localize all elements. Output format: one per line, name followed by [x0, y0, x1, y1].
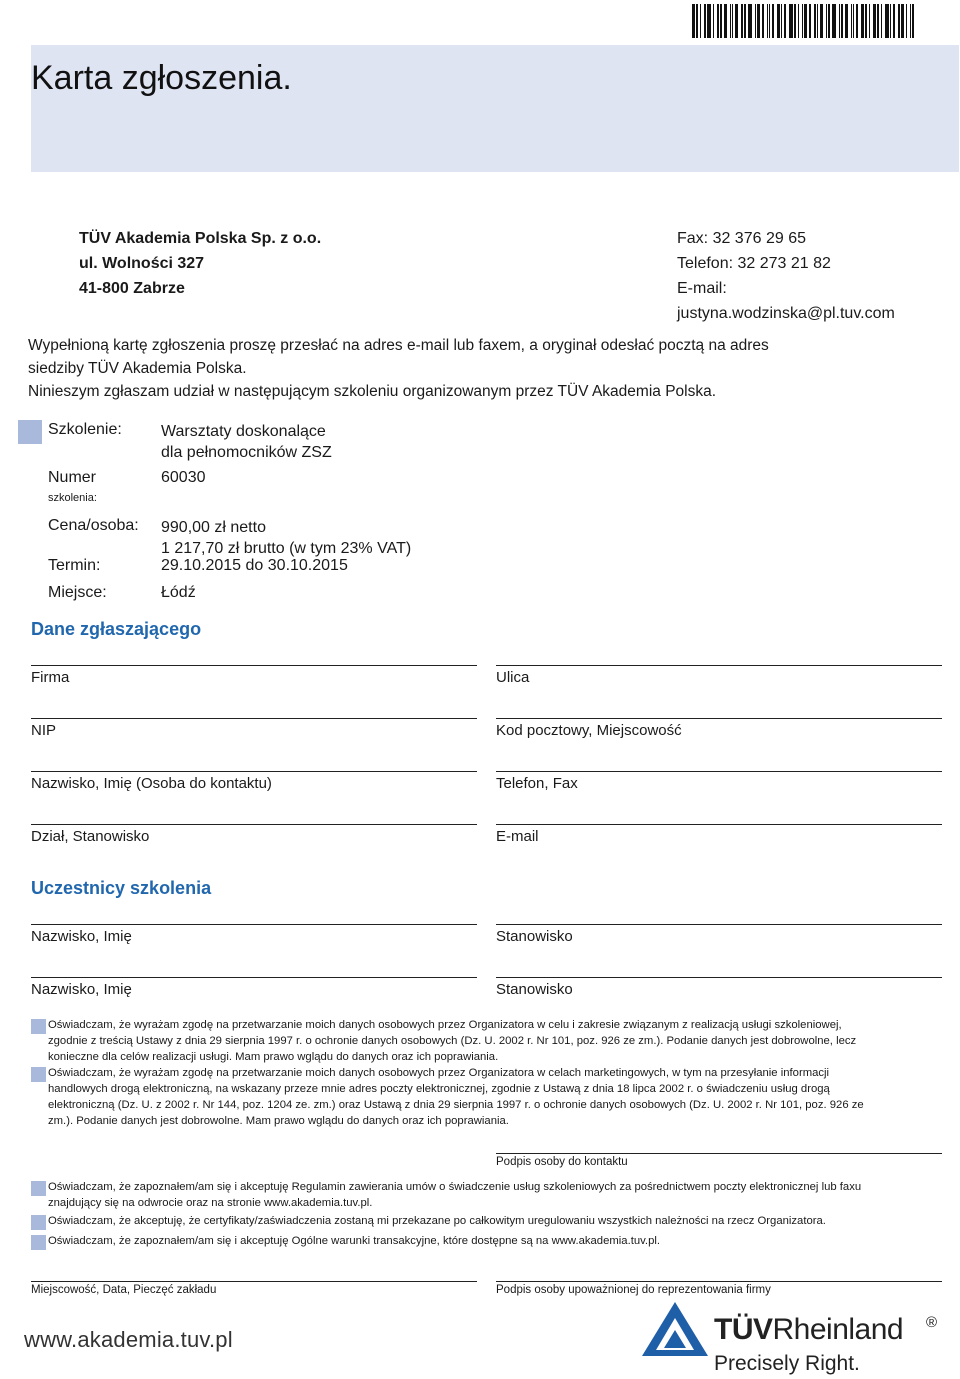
barcode-bar — [832, 4, 836, 38]
barcode-bar — [828, 4, 830, 38]
price-gross: 1 217,70 zł brutto (w tym 23% VAT) — [161, 540, 412, 557]
intro-line-3: Ninieszym zgłaszam udział w następującym szkoleniu organizowanym przez TÜV Akademia Polska. — [28, 383, 717, 400]
barcode-bar — [767, 4, 768, 38]
footer-url[interactable]: www.akademia.tuv.pl — [24, 1327, 233, 1352]
participant-2-name[interactable]: Nazwisko, Imię — [31, 977, 477, 998]
training-name — [161, 421, 332, 463]
participant-1-position[interactable]: Stanowisko — [496, 924, 942, 945]
company-street: ul. Wolności 327 — [79, 255, 205, 272]
field-ulica[interactable]: Ulica — [496, 665, 942, 686]
barcode-bar — [804, 4, 807, 38]
barcode-bar — [730, 4, 731, 38]
barcode-bar — [789, 4, 793, 38]
brand-rest: Rheinland — [772, 1313, 904, 1346]
barcode-bar — [741, 4, 743, 38]
barcode-bar — [735, 4, 738, 38]
barcode-bar — [757, 4, 760, 38]
barcode-bar — [839, 4, 840, 38]
barcode-bar — [910, 4, 911, 38]
barcode-bar — [707, 4, 711, 38]
consent-5-checkbox[interactable] — [31, 1235, 46, 1250]
place-value: Łódź — [161, 584, 196, 601]
company-name: TÜV Akademia Polska Sp. z o.o. — [79, 230, 322, 247]
consent-3-text: Oświadczam, że zapoznałem/am się i akceptuję Regulamin zawierania umów o świadczenie usług szkoleniowych za pośrednictwem poczty elektronicznej lub faxu znajdujący się na odwrocie oraz na stronie www.akademia.tuv.pl. — [48, 1181, 862, 1209]
barcode-bar — [769, 4, 770, 38]
place-label: Miejsce: — [48, 584, 107, 601]
email-label: E-mail: — [677, 280, 727, 297]
intro-line-2: siedziby TÜV Akademia Polska. — [28, 360, 247, 377]
barcode-bar — [732, 4, 733, 38]
barcode-bar — [912, 4, 914, 38]
intro-text — [28, 334, 928, 403]
participant-1-name[interactable]: Nazwisko, Imię — [31, 924, 477, 945]
barcode-bar — [744, 4, 746, 38]
training-name-line-2: dla pełnomocników ZSZ — [161, 444, 332, 461]
barcode-bar — [755, 4, 756, 38]
barcode-bar — [794, 4, 796, 38]
barcode-bar — [772, 4, 774, 38]
barcode-bar — [748, 4, 752, 38]
barcode-bar — [853, 4, 854, 38]
field-dzial-stanowisko[interactable]: Dział, Stanowisko — [31, 824, 477, 845]
field-email[interactable]: E-mail — [496, 824, 942, 845]
training-number-label: Numer — [48, 469, 97, 486]
barcode-bar — [784, 4, 786, 38]
page-title: Karta zgłoszenia. — [31, 59, 292, 97]
barcode-bar — [781, 4, 782, 38]
barcode-bar — [845, 4, 848, 38]
training-label: Szkolenie: — [48, 421, 122, 438]
intro-line-1: Wypełnioną kartę zgłoszenia proszę przesłać na adres e-mail lub faxem, a oryginał odesłać pocztą na adres — [28, 337, 769, 354]
title-band — [31, 45, 959, 172]
signature-place-date[interactable]: Miejscowość, Data, Pieczęć zakładu — [31, 1281, 477, 1296]
applicant-heading: Dane zgłaszającego — [31, 619, 202, 639]
email-address[interactable]: justyna.wodzinska@pl.tuv.com — [677, 305, 895, 322]
consent-2-checkbox[interactable] — [31, 1067, 46, 1082]
training-marker — [18, 420, 42, 444]
brand-bold: TÜV — [714, 1313, 773, 1346]
training-name-line-1: Warsztaty doskonalące — [161, 423, 326, 440]
company-address — [79, 226, 321, 301]
phone: Telefon: 32 273 21 82 — [677, 255, 831, 272]
barcode-bar — [826, 4, 827, 38]
barcode-bar — [802, 4, 803, 38]
consent-1-text: Oświadczam, że wyrażam zgodę na przetwarzanie moich danych osobowych przez Organizatora w celu i zakresie związanym z realizacją usługi szkoleniowej, zgodnie z treścią Ustawy z dnia 29 sierpnia 1997 r. o ochronie danych osobowych (Dz. U. 2002 r. Nr 101, poz. 926 ze zm.). Podanie danych jest dobrowolne, lecz konieczne dla celów realizacji usługi. Mam prawo wglądu do danych oraz ich poprawiania. — [48, 1019, 857, 1063]
barcode-bar — [798, 4, 799, 38]
price-net: 990,00 zł netto — [161, 519, 266, 536]
barcode-bar — [901, 4, 904, 38]
barcode-bar — [869, 4, 870, 38]
tuv-brand — [714, 1313, 903, 1347]
barcode-bar — [898, 4, 900, 38]
consent-1-checkbox[interactable] — [31, 1019, 46, 1034]
barcode-bar — [717, 4, 719, 38]
signature-representative[interactable]: Podpis osoby upoważnionej do reprezentowania firmy — [496, 1281, 942, 1296]
barcode-bar — [696, 4, 698, 38]
barcode-bar — [856, 4, 858, 38]
consent-2-text: Oświadczam, że wyrażam zgodę na przetwarzanie moich danych osobowych przez Organizatora w celach marketingowych, w tym na przesyłanie informacji handlowych drogą elektroniczną, na wskazany przeze mnie adres poczty elektronicznej, zgodnie z Ustawą z dnia 18 lipca 2002 r. o świadczeniu usług drogą elektroniczną (Dz. U. z 2002 r. Nr 144, poz. 1204 ze. zm.) oraz Ustawą z dnia 29 sierpnia 1997 r. o ochronie danych osobowych (Dz. U. 2002 r. Nr 101, poz. 926 ze zm.). Podanie danych jest dobrowolne. Mam prawo wglądu do danych oraz ich poprawiania. — [48, 1067, 864, 1127]
field-kod-pocztowy[interactable]: Kod pocztowy, Miejscowość — [496, 718, 942, 739]
barcode-bar — [814, 4, 816, 38]
barcode-bar — [692, 4, 695, 38]
barcode-bar — [704, 4, 706, 38]
field-nazwisko-kontakt[interactable]: Nazwisko, Imię (Osoba do kontaktu) — [31, 771, 477, 792]
barcode-bar — [893, 4, 895, 38]
date-value: 29.10.2015 do 30.10.2015 — [161, 557, 348, 574]
barcode-bar — [861, 4, 864, 38]
barcode-bar — [890, 4, 891, 38]
barcode-bar — [851, 4, 852, 38]
company-city: 41-800 Zabrze — [79, 280, 185, 297]
barcode-bar — [885, 4, 889, 38]
consent-4-checkbox[interactable] — [31, 1215, 46, 1230]
company-contact — [677, 226, 895, 326]
barcode-bar — [817, 4, 818, 38]
barcode-bar — [881, 4, 882, 38]
training-number: 60030 — [161, 469, 206, 486]
price-values — [161, 517, 411, 559]
barcode-bar — [713, 4, 714, 38]
barcode-bar — [809, 4, 811, 38]
barcode — [692, 4, 940, 38]
participant-2-position[interactable]: Stanowisko — [496, 977, 942, 998]
field-firma[interactable]: Firma — [31, 665, 477, 686]
barcode-bar — [777, 4, 780, 38]
barcode-bar — [720, 4, 722, 38]
barcode-bar — [873, 4, 876, 38]
consent-5-text: Oświadczam, że zapoznałem/am się i akceptuję Ogólne warunki transakcyjne, które dostępne są na www.akademia.tuv.pl. — [48, 1235, 661, 1247]
registered-mark: ® — [926, 1314, 938, 1331]
field-telefon-fax[interactable]: Telefon, Fax — [496, 771, 942, 792]
barcode-bar — [865, 4, 867, 38]
tuv-triangle-logo-icon — [640, 1300, 710, 1358]
barcode-bar — [700, 4, 701, 38]
fax: Fax: 32 376 29 65 — [677, 230, 806, 247]
barcode-bar — [906, 4, 907, 38]
signature-contact[interactable]: Podpis osoby do kontaktu — [496, 1153, 942, 1168]
barcode-bar — [820, 4, 823, 38]
barcode-bar — [841, 4, 843, 38]
price-label: Cena/osoba: — [48, 517, 139, 534]
tuv-slogan: Precisely Right. — [714, 1352, 860, 1375]
participants-heading: Uczestnicy szkolenia — [31, 878, 212, 898]
consent-4-text: Oświadczam, że akceptuję, że certyfikaty/zaświadczenia zostaną mi przekazane po całkowitym uregulowaniu wszystkich należności na rzecz Organizatora. — [48, 1215, 826, 1227]
field-nip[interactable]: NIP — [31, 718, 477, 739]
date-label: Termin: — [48, 557, 101, 574]
barcode-bar — [762, 4, 764, 38]
barcode-bar — [877, 4, 879, 38]
barcode-bar — [724, 4, 727, 38]
training-number-label-small: szkolenia: — [48, 492, 97, 504]
consent-3-checkbox[interactable] — [31, 1181, 46, 1196]
